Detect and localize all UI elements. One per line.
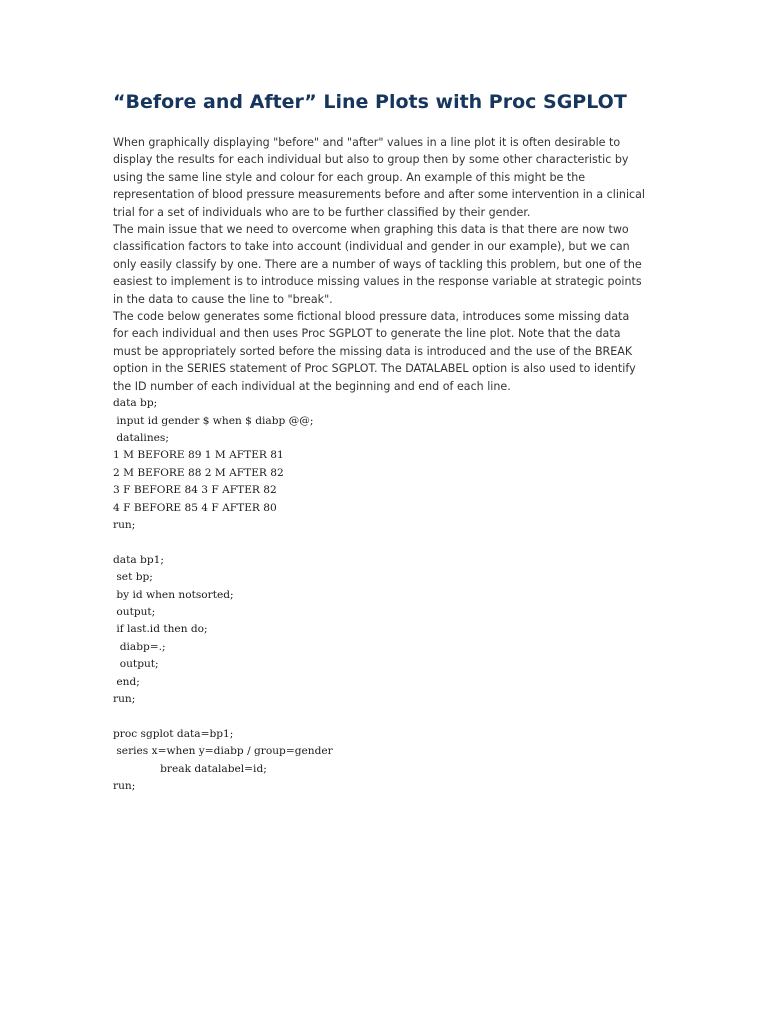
text-line: classification factors to take into account (individual and gender in our example), but we can — [113, 240, 630, 254]
code-line: data bp1; — [113, 553, 164, 566]
text-line: using the same line style and colour for each group. An example of this might be the — [113, 170, 586, 184]
code-line: proc sgplot data=bp1; — [113, 727, 234, 740]
text-line: for each individual and then uses Proc SGPLOT to generate the line plot. Note that the data — [113, 327, 621, 341]
code-line: 3 F BEFORE 84 3 F AFTER 82 — [113, 484, 277, 497]
code-line: datalines; — [113, 431, 169, 444]
code-line — [113, 534, 661, 551]
code-line: output; — [113, 605, 156, 618]
code-line: 2 M BEFORE 88 2 M AFTER 82 — [113, 466, 284, 479]
text-line: option in the SERIES statement of Proc SGPLOT. The DATALABEL option is also used to identify — [113, 362, 636, 376]
paragraph-code-intro — [113, 308, 661, 395]
code-line: 1 M BEFORE 89 1 M AFTER 81 — [113, 449, 284, 462]
code-line: run; — [113, 692, 136, 705]
code-line: series x=when y=diabp / group=gender — [113, 745, 333, 758]
text-line: display the results for each individual but also to group then by some other characteristic by — [113, 153, 629, 167]
code-block — [113, 395, 661, 795]
code-line: run; — [113, 518, 136, 531]
code-line — [113, 708, 661, 725]
text-line: in the data to cause the line to "break". — [113, 292, 333, 306]
code-line: run; — [113, 780, 136, 792]
code-line: input id gender $ when $ diabp @@; — [113, 414, 314, 427]
code-line: 4 F BEFORE 85 4 F AFTER 80 — [113, 501, 277, 514]
text-line: trial for a set of individuals who are to be further classified by their gender. — [113, 205, 531, 219]
text-line: When graphically displaying "before" and "after" values in a line plot it is often desirable to — [113, 136, 621, 149]
code-line: set bp; — [113, 571, 153, 584]
code-line: diabp=.; — [113, 640, 166, 653]
text-line: easiest to implement is to introduce missing values in the response variable at strategic points — [113, 275, 642, 289]
code-line: break datalabel=id; — [113, 762, 267, 775]
paragraph-issue — [113, 221, 661, 308]
text-line: The code below generates some fictional blood pressure data, introduces some missing data — [113, 310, 630, 324]
code-line: end; — [113, 675, 140, 688]
text-line: representation of blood pressure measurements before and after some intervention in a clinical — [113, 188, 646, 202]
code-line: output; — [113, 658, 159, 671]
text-line: only easily classify by one. There are a number of ways of tackling this problem, but one of the — [113, 257, 642, 271]
document-page — [113, 88, 661, 795]
code-line: data bp; — [113, 397, 158, 410]
text-line: must be appropriately sorted before the missing data is introduced and the use of the BREAK — [113, 344, 633, 358]
text-line: the ID number of each individual at the beginning and end of each line. — [113, 379, 511, 393]
code-line: by id when notsorted; — [113, 588, 234, 601]
text-line: The main issue that we need to overcome when graphing this data is that there are now two — [113, 223, 629, 237]
page-title: “Before and After” Line Plots with Proc SGPLOT — [113, 91, 627, 113]
code-line: if last.id then do; — [113, 623, 208, 636]
paragraph-intro — [113, 134, 661, 221]
